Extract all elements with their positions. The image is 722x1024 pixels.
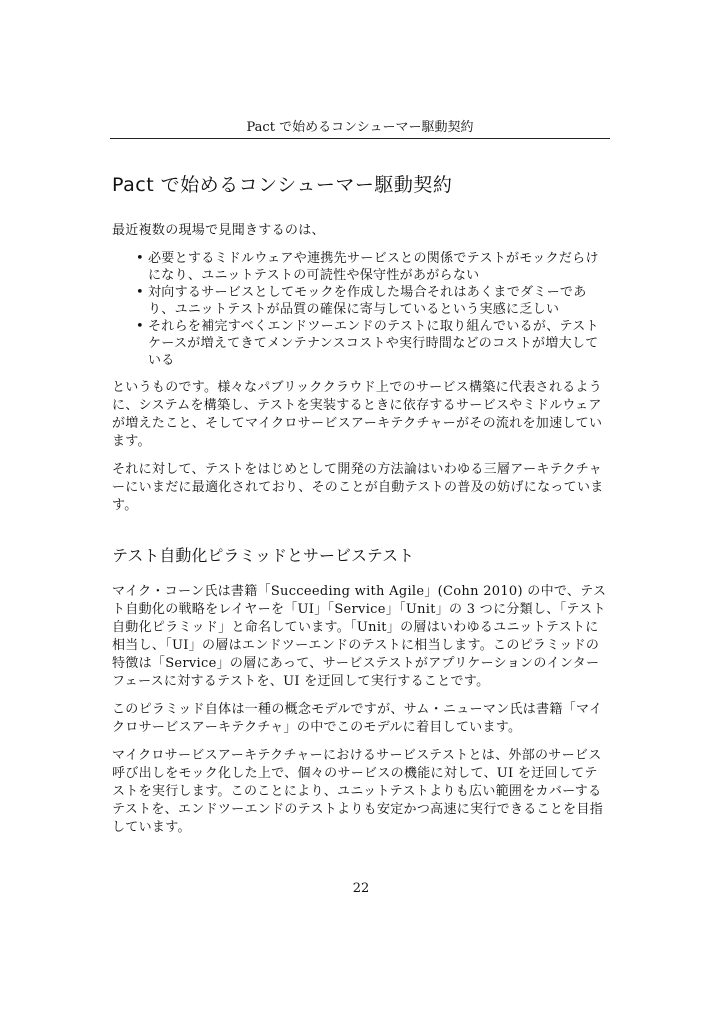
intro-bullet-list [112, 250, 610, 369]
bullet-icon: • [136, 285, 144, 300]
intro-lead: 最近複数の現場で見聞きするのは、 [112, 223, 325, 238]
list-item [136, 318, 610, 369]
bullet-icon: • [136, 319, 144, 334]
bullet-icon: • [136, 251, 144, 266]
page-number: 22 [352, 881, 370, 896]
intro-paragraph: それに対して、テストをはじめとして開発の方法論はいわゆる三層アーキテクチャーにいまだに最適化されており、そのことが自動テストの普及の妨げになっています。 [112, 462, 604, 513]
section-paragraph: マイクロサービスアーキテクチャーにおけるサービステストとは、外部のサービス呼び出しをモック化した上で、個々のサービスの機能に対して、UI を迂回してテストを実行します。このことにより、ユニットテストよりも広い範囲をカバーするテストを、エンドツーエンドのテストよりも安定かつ高速に実行できることを目指しています。 [112, 748, 604, 835]
list-item-text: 対向するサービスとしてモックを作成した場合それはあくまでダミーであり、ユニットテストが品質の確保に寄与しているという実感に乏しい [148, 285, 587, 317]
list-item-text: 必要とするミドルウェアや連携先サービスとの関係でテストがモックだらけになり、ユニットテストの可読性や保守性があがらない [148, 251, 599, 283]
section-paragraph: マイク・コーン氏は書籍「Succeeding with Agile」(Cohn 2010) の中で、テスト自動化の戦略をレイヤーを「UI」「Service」「Unit」の 3 つに分類し、「テスト自動化ピラミッド」と命名しています。「Unit」の層はいわゆるユニットテストに相当し、「UI」の層はエンドツーエンドのテストに相当します。このピラミッドの特徴は「Service」の層にあって、サービステストがアプリケーションのインターフェースに対するテストを、UI を迂回して実行することです。 [112, 584, 607, 689]
list-item [136, 284, 610, 318]
chapter-title: Pact で始めるコンシューマー駆動契約 [112, 174, 453, 196]
list-item [136, 250, 610, 284]
page-content [112, 170, 610, 847]
section-paragraph: このピラミッド自体は一種の概念モデルですが、サム・ニューマン氏は書籍「マイクロサービスアーキテクチャ」の中でこのモデルに着目しています。 [112, 702, 603, 735]
intro-paragraph: というものです。様々なパブリッククラウド上でのサービス構築に代表されるように、システムを構築し、テストを実装するときに依存するサービスやミドルウェアが増えたこと、そしてマイクロサービスアーキテクチャーがその流れを加速しています。 [112, 380, 603, 449]
header-rule [110, 138, 610, 139]
running-header: Pact で始めるコンシューマー駆動契約 [246, 120, 474, 135]
list-item-text: それらを補完すべくエンドツーエンドのテストに取り組んでいるが、テストケースが増えてきてメンテナンスコストや実行時間などのコストが増大している [148, 319, 599, 368]
section-title: テスト自動化ピラミッドとサービステスト [112, 546, 415, 565]
